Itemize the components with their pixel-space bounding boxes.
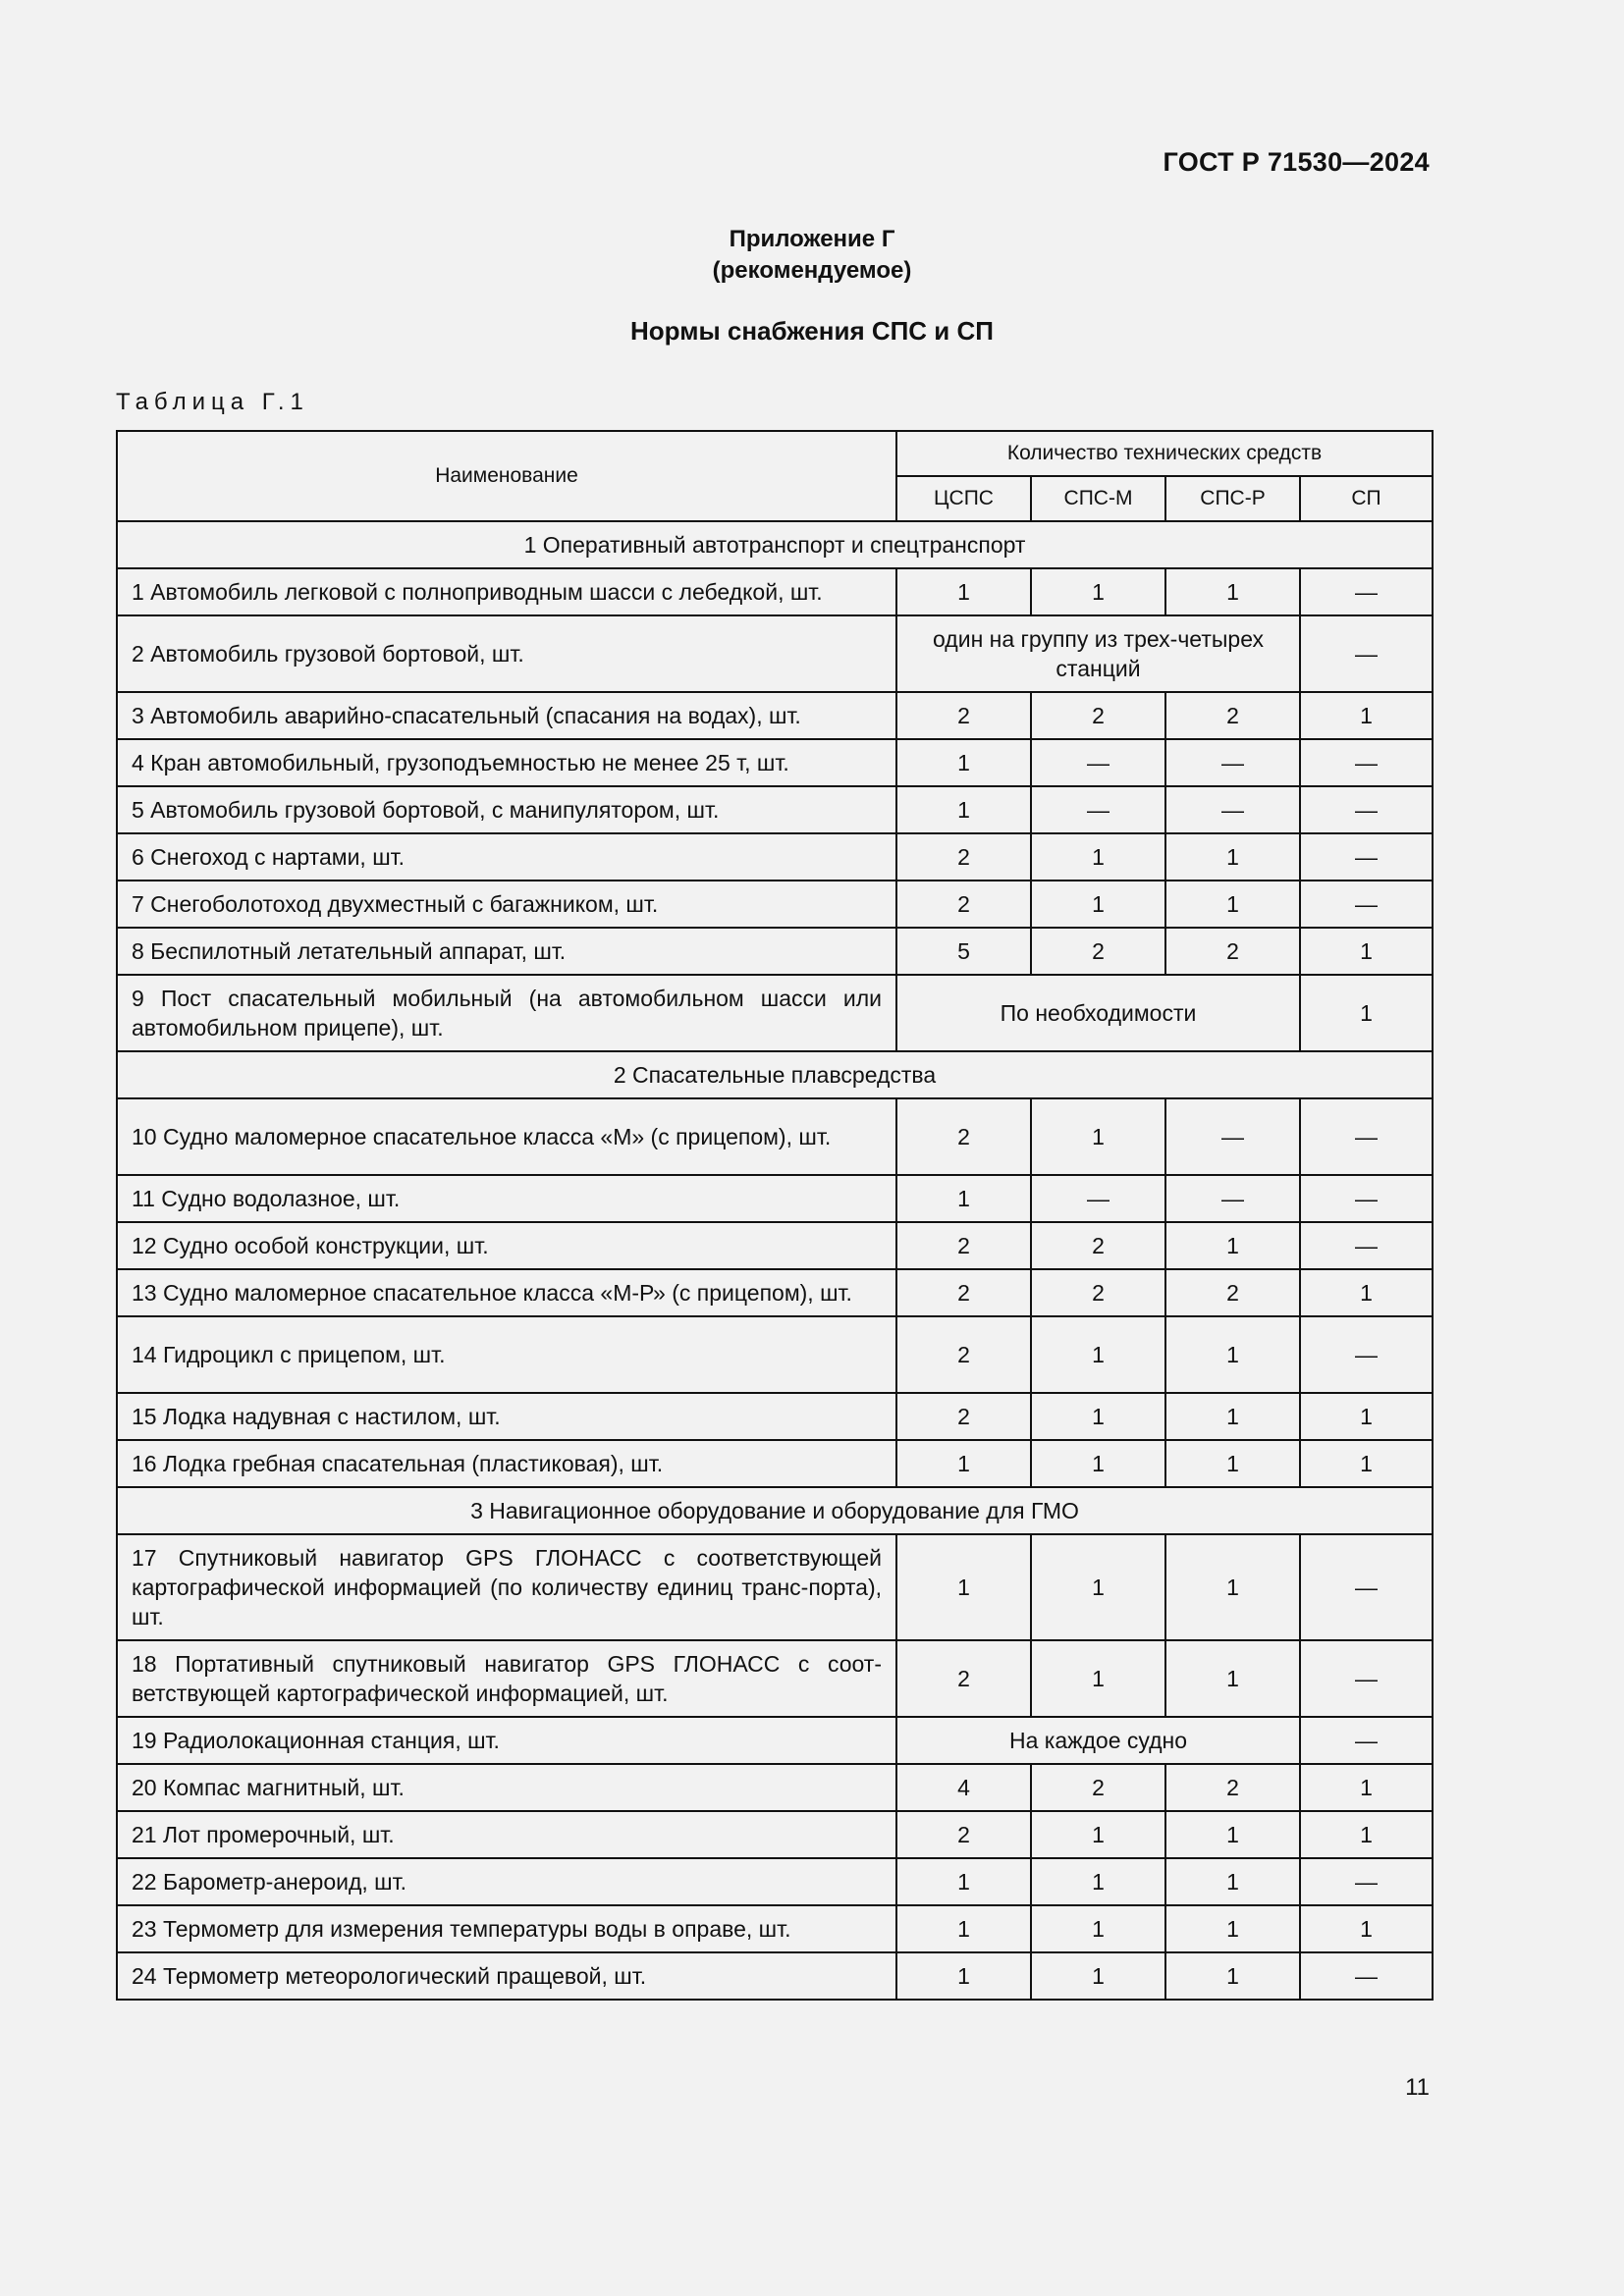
quantity-sp: — bbox=[1300, 1858, 1433, 1905]
quantity-spc-r: 2 bbox=[1165, 1269, 1300, 1316]
quantity-sp: 1 bbox=[1300, 1764, 1433, 1811]
table-row bbox=[117, 1222, 1433, 1269]
header-spc-r: СПС-Р bbox=[1165, 476, 1300, 521]
table-row bbox=[117, 1175, 1433, 1222]
appendix-status: (рекомендуемое) bbox=[712, 257, 912, 284]
merged-quantity: По необходимости bbox=[896, 975, 1300, 1051]
item-name: 8 Беспилотный летательный аппарат, шт. bbox=[117, 928, 896, 975]
quantity-cspc: 1 bbox=[896, 1905, 1031, 1952]
item-name: 5 Автомобиль грузовой бортовой, с манипулятором, шт. bbox=[117, 786, 896, 833]
quantity-spc-r: 2 bbox=[1165, 692, 1300, 739]
norms-table-body bbox=[117, 431, 1433, 2000]
quantity-sp: 1 bbox=[1300, 692, 1433, 739]
quantity-cspc: 2 bbox=[896, 1098, 1031, 1175]
quantity-sp: — bbox=[1300, 1098, 1433, 1175]
appendix-title: Приложение Г bbox=[729, 226, 895, 252]
quantity-cspc: 1 bbox=[896, 1858, 1031, 1905]
quantity-cspc: 1 bbox=[896, 1440, 1031, 1487]
merged-quantity: один на группу из трех-четырех станций bbox=[896, 615, 1300, 692]
quantity-spc-r: — bbox=[1165, 1175, 1300, 1222]
quantity-spc-r: 1 bbox=[1165, 1640, 1300, 1717]
quantity-spc-r: 1 bbox=[1165, 833, 1300, 881]
quantity-sp: 1 bbox=[1300, 1811, 1433, 1858]
quantity-cspc: 2 bbox=[896, 833, 1031, 881]
quantity-cspc: 2 bbox=[896, 1393, 1031, 1440]
table-row bbox=[117, 1098, 1433, 1175]
table-row bbox=[117, 615, 1433, 692]
page-number: 11 bbox=[1405, 2074, 1430, 2101]
table-row bbox=[117, 739, 1433, 786]
section-row bbox=[117, 1051, 1433, 1098]
item-name: 6 Снегоход с нартами, шт. bbox=[117, 833, 896, 881]
table-row bbox=[117, 833, 1433, 881]
item-name: 7 Снегоболотоход двухместный с багажником, шт. bbox=[117, 881, 896, 928]
item-name: 13 Судно маломерное спасательное класса «М-Р» (с прицепом), шт. bbox=[117, 1269, 896, 1316]
quantity-spc-r: 1 bbox=[1165, 1316, 1300, 1393]
quantity-sp: — bbox=[1300, 615, 1433, 692]
item-name: 9 Пост спасательный мобильный (на автомобильном шасси или автомобильном прицепе), шт. bbox=[117, 975, 896, 1051]
quantity-spc-r: 1 bbox=[1165, 1858, 1300, 1905]
quantity-cspc: 1 bbox=[896, 739, 1031, 786]
table-row bbox=[117, 1764, 1433, 1811]
quantity-spc-m: 2 bbox=[1031, 1222, 1165, 1269]
quantity-spc-m: 1 bbox=[1031, 1393, 1165, 1440]
table-header-row bbox=[117, 431, 1433, 476]
quantity-cspc: 1 bbox=[896, 1175, 1031, 1222]
norms-table bbox=[116, 430, 1434, 2001]
table-row bbox=[117, 1534, 1433, 1640]
quantity-cspc: 1 bbox=[896, 568, 1031, 615]
quantity-sp: — bbox=[1300, 1952, 1433, 2000]
quantity-spc-m: 2 bbox=[1031, 692, 1165, 739]
quantity-sp: — bbox=[1300, 1640, 1433, 1717]
quantity-sp: — bbox=[1300, 568, 1433, 615]
table-row bbox=[117, 1952, 1433, 2000]
quantity-sp: — bbox=[1300, 1316, 1433, 1393]
quantity-spc-r: 1 bbox=[1165, 1811, 1300, 1858]
table-row bbox=[117, 692, 1433, 739]
section-title: 2 Спасательные плавсредства bbox=[117, 1051, 1433, 1098]
table-row bbox=[117, 1440, 1433, 1487]
table-row bbox=[117, 1717, 1433, 1764]
quantity-sp: — bbox=[1300, 881, 1433, 928]
quantity-spc-m: 1 bbox=[1031, 1905, 1165, 1952]
table-row bbox=[117, 1640, 1433, 1717]
quantity-spc-m: 1 bbox=[1031, 1952, 1165, 2000]
quantity-cspc: 5 bbox=[896, 928, 1031, 975]
quantity-spc-r: — bbox=[1165, 786, 1300, 833]
item-name: 17 Спутниковый навигатор GPS ГЛОНАСС с соответствующей картографической информацией (по количеству единиц транс-порта), шт. bbox=[117, 1534, 896, 1640]
table-row bbox=[117, 881, 1433, 928]
quantity-sp: 1 bbox=[1300, 1269, 1433, 1316]
quantity-spc-m: — bbox=[1031, 1175, 1165, 1222]
quantity-spc-m: 1 bbox=[1031, 1440, 1165, 1487]
header-quantity-group: Количество технических средств bbox=[896, 431, 1433, 476]
quantity-cspc: 2 bbox=[896, 881, 1031, 928]
merged-quantity: На каждое судно bbox=[896, 1717, 1300, 1764]
appendix-heading bbox=[0, 224, 1624, 287]
quantity-sp: 1 bbox=[1300, 1905, 1433, 1952]
quantity-spc-m: 1 bbox=[1031, 1534, 1165, 1640]
item-name: 12 Судно особой конструкции, шт. bbox=[117, 1222, 896, 1269]
quantity-cspc: 2 bbox=[896, 1316, 1031, 1393]
quantity-spc-r: — bbox=[1165, 739, 1300, 786]
item-name: 23 Термометр для измерения температуры воды в оправе, шт. bbox=[117, 1905, 896, 1952]
quantity-cspc: 1 bbox=[896, 1534, 1031, 1640]
quantity-sp: — bbox=[1300, 1222, 1433, 1269]
item-name: 19 Радиолокационная станция, шт. bbox=[117, 1717, 896, 1764]
quantity-spc-m: 1 bbox=[1031, 1098, 1165, 1175]
quantity-spc-m: — bbox=[1031, 786, 1165, 833]
quantity-spc-r: 1 bbox=[1165, 1534, 1300, 1640]
section-title: 3 Навигационное оборудование и оборудование для ГМО bbox=[117, 1487, 1433, 1534]
quantity-spc-r: 1 bbox=[1165, 1393, 1300, 1440]
table-row bbox=[117, 1905, 1433, 1952]
item-name: 16 Лодка гребная спасательная (пластиковая), шт. bbox=[117, 1440, 896, 1487]
quantity-cspc: 2 bbox=[896, 692, 1031, 739]
quantity-spc-m: 2 bbox=[1031, 1764, 1165, 1811]
item-name: 21 Лот промерочный, шт. bbox=[117, 1811, 896, 1858]
quantity-cspc: 2 bbox=[896, 1640, 1031, 1717]
document-code: ГОСТ Р 71530—2024 bbox=[1163, 147, 1430, 177]
item-name: 24 Термометр метеорологический пращевой, шт. bbox=[117, 1952, 896, 2000]
header-cspc: ЦСПС bbox=[896, 476, 1031, 521]
quantity-sp: — bbox=[1300, 739, 1433, 786]
quantity-sp: 1 bbox=[1300, 1393, 1433, 1440]
header-spc-m: СПС-М bbox=[1031, 476, 1165, 521]
item-name: 11 Судно водолазное, шт. bbox=[117, 1175, 896, 1222]
quantity-sp: — bbox=[1300, 786, 1433, 833]
table-caption: Таблица Г.1 bbox=[116, 389, 309, 415]
quantity-spc-r: 2 bbox=[1165, 928, 1300, 975]
item-name: 3 Автомобиль аварийно-спасательный (спасания на водах), шт. bbox=[117, 692, 896, 739]
quantity-spc-r: 1 bbox=[1165, 881, 1300, 928]
header-sp: СП bbox=[1300, 476, 1433, 521]
quantity-spc-m: 1 bbox=[1031, 1811, 1165, 1858]
table-row bbox=[117, 1316, 1433, 1393]
item-name: 18 Портативный спутниковый навигатор GPS ГЛОНАСС с соот-ветствующей картографической информацией, шт. bbox=[117, 1640, 896, 1717]
table-row bbox=[117, 1811, 1433, 1858]
item-name: 15 Лодка надувная с настилом, шт. bbox=[117, 1393, 896, 1440]
table-row bbox=[117, 568, 1433, 615]
item-name: 2 Автомобиль грузовой бортовой, шт. bbox=[117, 615, 896, 692]
item-name: 14 Гидроцикл с прицепом, шт. bbox=[117, 1316, 896, 1393]
quantity-spc-m: 1 bbox=[1031, 1640, 1165, 1717]
section-row bbox=[117, 1487, 1433, 1534]
quantity-spc-m: 1 bbox=[1031, 1316, 1165, 1393]
header-name: Наименование bbox=[117, 431, 896, 521]
quantity-sp: — bbox=[1300, 1534, 1433, 1640]
quantity-sp: 1 bbox=[1300, 975, 1433, 1051]
quantity-spc-r: 1 bbox=[1165, 1222, 1300, 1269]
quantity-spc-m: 2 bbox=[1031, 928, 1165, 975]
quantity-spc-m: 1 bbox=[1031, 881, 1165, 928]
item-name: 20 Компас магнитный, шт. bbox=[117, 1764, 896, 1811]
table-row bbox=[117, 786, 1433, 833]
quantity-sp: — bbox=[1300, 1717, 1433, 1764]
quantity-sp: 1 bbox=[1300, 1440, 1433, 1487]
table-row bbox=[117, 1269, 1433, 1316]
table-row bbox=[117, 1393, 1433, 1440]
quantity-spc-r: 1 bbox=[1165, 568, 1300, 615]
quantity-sp: 1 bbox=[1300, 928, 1433, 975]
quantity-spc-m: 2 bbox=[1031, 1269, 1165, 1316]
quantity-spc-m: 1 bbox=[1031, 1858, 1165, 1905]
quantity-spc-r: 1 bbox=[1165, 1952, 1300, 2000]
table-row bbox=[117, 928, 1433, 975]
section-row bbox=[117, 521, 1433, 568]
quantity-sp: — bbox=[1300, 833, 1433, 881]
item-name: 10 Судно маломерное спасательное класса «М» (с прицепом), шт. bbox=[117, 1098, 896, 1175]
quantity-spc-r: 2 bbox=[1165, 1764, 1300, 1811]
quantity-cspc: 1 bbox=[896, 1952, 1031, 2000]
quantity-cspc: 4 bbox=[896, 1764, 1031, 1811]
quantity-cspc: 2 bbox=[896, 1811, 1031, 1858]
quantity-spc-m: 1 bbox=[1031, 833, 1165, 881]
quantity-cspc: 2 bbox=[896, 1222, 1031, 1269]
item-name: 1 Автомобиль легковой с полноприводным шасси с лебедкой, шт. bbox=[117, 568, 896, 615]
document-title: Нормы снабжения СПС и СП bbox=[630, 316, 994, 346]
item-name: 4 Кран автомобильный, грузоподъемностью не менее 25 т, шт. bbox=[117, 739, 896, 786]
table-row bbox=[117, 1858, 1433, 1905]
quantity-cspc: 1 bbox=[896, 786, 1031, 833]
section-title: 1 Оперативный автотранспорт и спецтранспорт bbox=[117, 521, 1433, 568]
quantity-spc-r: — bbox=[1165, 1098, 1300, 1175]
quantity-spc-r: 1 bbox=[1165, 1905, 1300, 1952]
quantity-spc-m: — bbox=[1031, 739, 1165, 786]
quantity-spc-r: 1 bbox=[1165, 1440, 1300, 1487]
quantity-cspc: 2 bbox=[896, 1269, 1031, 1316]
item-name: 22 Барометр-анероид, шт. bbox=[117, 1858, 896, 1905]
table-row bbox=[117, 975, 1433, 1051]
quantity-spc-m: 1 bbox=[1031, 568, 1165, 615]
quantity-sp: — bbox=[1300, 1175, 1433, 1222]
